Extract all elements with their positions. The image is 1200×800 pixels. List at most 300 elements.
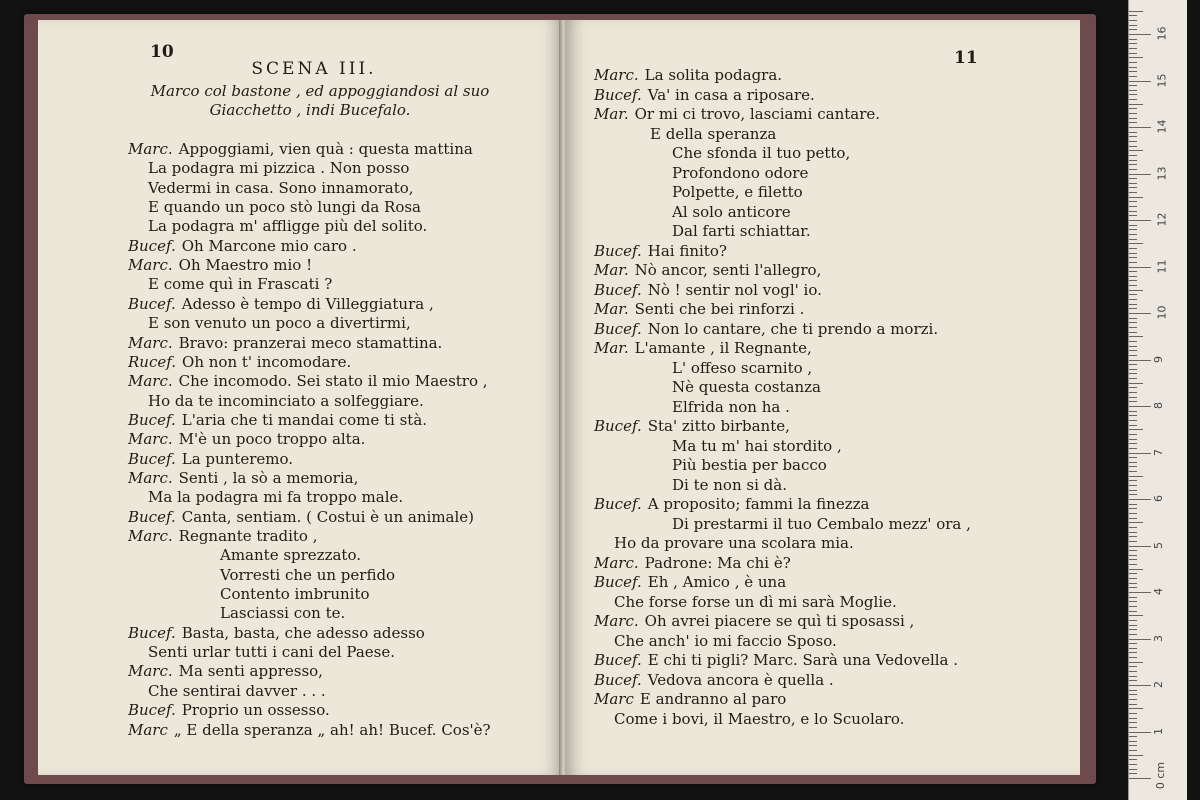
- text-line: [650, 125, 776, 144]
- ruler-tick: [1129, 769, 1137, 770]
- ruler-tick: [1129, 759, 1137, 760]
- ruler-tick: [1129, 25, 1137, 26]
- line-text: Che incomodo. Sei stato il mio Maestro ,: [178, 372, 488, 391]
- speaker-label: Marc.: [128, 662, 173, 681]
- speaker-label: Bucef.: [594, 319, 642, 338]
- ruler-tick: [1129, 471, 1137, 472]
- ruler-tick: [1129, 434, 1137, 435]
- ruler-label: 6: [1152, 495, 1165, 502]
- ruler-tick: [1129, 67, 1137, 68]
- speaker-label: Marc: [128, 720, 168, 739]
- ruler-tick: [1129, 62, 1137, 63]
- speaker-label: Marc.: [128, 256, 173, 275]
- line-text: L'amante , il Regnante,: [634, 339, 812, 357]
- line-text: L' offeso scarnito ,: [672, 358, 813, 377]
- ruler-tick: [1129, 387, 1137, 388]
- ruler-label: 8: [1152, 402, 1165, 409]
- ruler-tick: [1129, 239, 1137, 240]
- ruler-tick: [1129, 169, 1137, 170]
- ruler-tick: [1129, 99, 1137, 100]
- line-text: Ma senti appresso,: [178, 662, 323, 681]
- ruler-label: 11: [1155, 259, 1169, 273]
- ruler-tick: [1129, 160, 1137, 161]
- ruler-tick: [1129, 532, 1137, 533]
- line-text: Nò ancor, senti l'allegro,: [634, 261, 822, 279]
- line-text: La punteremo.: [181, 449, 294, 468]
- ruler-tick: [1129, 466, 1137, 467]
- ruler-tick: [1129, 615, 1143, 616]
- speaker-label: Bucef.: [594, 495, 642, 513]
- line-text: E quando un poco stò lungi da Rosa: [148, 198, 421, 217]
- text-line: [148, 275, 332, 294]
- ruler-tick: [1129, 699, 1137, 700]
- ruler-tick: [1129, 564, 1137, 565]
- text-line: [672, 164, 808, 183]
- ruler-tick: [1129, 694, 1137, 695]
- ruler-tick: [1129, 262, 1137, 263]
- ruler-tick: [1129, 457, 1137, 458]
- speaker-label: Bucef.: [594, 670, 642, 689]
- ruler-tick: [1129, 639, 1151, 640]
- ruler-tick: [1129, 76, 1137, 77]
- ruler-tick: [1129, 397, 1137, 398]
- ruler-tick: [1129, 118, 1137, 119]
- ruler-tick: [1129, 722, 1137, 723]
- ruler-tick: [1129, 318, 1137, 319]
- text-line: [594, 339, 812, 358]
- text-line: [128, 469, 358, 488]
- ruler-tick: [1129, 522, 1143, 523]
- ruler-tick: [1129, 453, 1151, 454]
- ruler-tick: [1129, 504, 1137, 505]
- text-line: [594, 573, 786, 592]
- speaker-label: Bucef.: [128, 410, 176, 429]
- ruler-label: 10: [1155, 305, 1169, 320]
- ruler-tick: [1129, 183, 1137, 184]
- text-line: [594, 651, 958, 670]
- line-text: Bravo: pranzerai meco stamattina.: [178, 333, 443, 352]
- ruler-tick: [1129, 192, 1137, 193]
- text-line: [128, 624, 425, 643]
- ruler-tick: [1129, 332, 1137, 333]
- ruler-tick: [1129, 708, 1143, 709]
- line-text: Or mi ci trovo, lasciami cantare.: [634, 105, 881, 123]
- ruler-tick: [1129, 113, 1137, 114]
- speaker-label: Mar.: [594, 339, 629, 357]
- text-line: [128, 353, 351, 372]
- speaker-label: Marc.: [128, 333, 173, 352]
- ruler-tick: [1129, 355, 1137, 356]
- line-text: Ma la podagra mi fa troppo male.: [148, 488, 404, 507]
- line-text: Elfrida non ha .: [672, 397, 790, 416]
- text-line: [594, 242, 727, 261]
- ruler-tick: [1129, 429, 1143, 430]
- right-page: [566, 20, 1080, 775]
- line-text: Che forse forse un dì mi sarà Moglie.: [614, 592, 897, 611]
- ruler-tick: [1129, 43, 1137, 44]
- ruler-label: 4: [1152, 588, 1165, 595]
- ruler-tick: [1129, 34, 1151, 35]
- ruler-tick: [1129, 122, 1137, 123]
- ruler-tick: [1129, 420, 1137, 421]
- speaker-label: Bucef.: [594, 280, 642, 299]
- speaker-label: Bucef.: [594, 85, 642, 104]
- ruler-tick: [1129, 597, 1137, 598]
- ruler-tick: [1129, 136, 1137, 137]
- ruler-tick: [1129, 406, 1151, 407]
- text-line: [614, 632, 837, 651]
- line-text: E son venuto un poco a divertirmi,: [148, 314, 411, 333]
- ruler-tick: [1129, 164, 1137, 165]
- ruler-tick: [1129, 308, 1137, 309]
- ruler-label: 5: [1152, 541, 1165, 549]
- ruler-tick: [1129, 373, 1137, 374]
- text-line: [672, 203, 791, 222]
- text-line: [128, 662, 323, 681]
- ruler-tick: [1129, 480, 1137, 481]
- ruler-tick: [1129, 187, 1137, 188]
- ruler-tick: [1129, 685, 1151, 686]
- text-line: [148, 643, 395, 662]
- ruler-tick: [1129, 671, 1137, 672]
- ruler-tick: [1129, 718, 1137, 719]
- text-line: [128, 295, 434, 314]
- line-text: Che sentirai davver . . .: [148, 681, 326, 700]
- line-text: Oh avrei piacere se quì ti sposassi ,: [644, 612, 915, 630]
- text-line: [128, 411, 427, 430]
- line-text: „ E della speranza „ ah! ah! Bucef. Cos'è?: [173, 720, 491, 739]
- line-text: E della speranza: [650, 124, 777, 143]
- stage-direction-1: Marco col bastone , ed appoggiandosi al suo: [150, 82, 490, 100]
- text-line: [614, 534, 854, 553]
- line-text: E chi ti pigli? Marc. Sarà una Vedovella .: [647, 651, 959, 669]
- ruler-tick: [1129, 559, 1137, 560]
- text-line: [672, 183, 803, 202]
- speaker-label: Rucef.: [128, 352, 177, 371]
- line-text: Proprio un ossesso.: [181, 701, 330, 720]
- text-line: [148, 179, 414, 198]
- line-text: Vedova ancora è quella .: [647, 670, 834, 689]
- ruler-label: 7: [1152, 448, 1165, 456]
- speaker-label: Marc.: [128, 430, 173, 449]
- line-text: Dal farti schiattar.: [672, 222, 811, 240]
- ruler-tick: [1129, 415, 1137, 416]
- line-text: Oh Maestro mio !: [178, 256, 313, 275]
- ruler-tick: [1129, 727, 1137, 728]
- ruler-tick: [1129, 713, 1137, 714]
- ruler-tick: [1129, 439, 1137, 440]
- ruler-tick: [1129, 550, 1137, 551]
- ruler-tick: [1129, 290, 1143, 291]
- ruler-tick: [1129, 773, 1137, 774]
- ruler-tick: [1129, 652, 1137, 653]
- text-line: [672, 476, 787, 495]
- text-line: [594, 66, 782, 85]
- ruler-tick: [1129, 257, 1137, 258]
- ruler-tick: [1129, 666, 1137, 667]
- ruler-label: 14: [1155, 119, 1169, 134]
- ruler-tick: [1129, 350, 1137, 351]
- line-text: Che anch' io mi faccio Sposo.: [614, 631, 837, 650]
- text-line: [128, 430, 365, 449]
- text-line: [148, 392, 424, 411]
- ruler-tick: [1129, 364, 1137, 365]
- text-line: [594, 612, 914, 631]
- ruler-tick: [1129, 141, 1137, 142]
- ruler-tick: [1129, 108, 1137, 109]
- ruler-tick: [1129, 573, 1137, 574]
- ruler-tick: [1129, 276, 1137, 277]
- line-text: Nò ! sentir nol vogl' io.: [647, 280, 822, 299]
- text-line: [128, 334, 442, 353]
- ruler-tick: [1129, 546, 1151, 547]
- line-text: E come quì in Frascati ?: [148, 275, 333, 294]
- line-text: Profondono odore: [672, 163, 809, 182]
- ruler-tick: [1129, 71, 1137, 72]
- speaker-label: Bucef.: [128, 449, 176, 468]
- ruler-tick: [1129, 127, 1151, 128]
- ruler-tick: [1129, 346, 1137, 347]
- ruler-tick: [1129, 513, 1137, 514]
- ruler-tick: [1129, 327, 1137, 328]
- ruler-tick: [1129, 629, 1137, 630]
- ruler-tick: [1129, 536, 1137, 537]
- text-line: [594, 86, 815, 105]
- text-line: [672, 222, 811, 241]
- line-text: Più bestia per bacco: [672, 456, 827, 474]
- ruler-tick: [1129, 569, 1143, 570]
- ruler-tick: [1129, 606, 1137, 607]
- ruler-tick: [1129, 527, 1137, 528]
- ruler-tick: [1129, 443, 1137, 444]
- ruler-tick: [1129, 29, 1137, 30]
- ruler-tick: [1129, 620, 1137, 621]
- ruler-tick: [1129, 764, 1137, 765]
- ruler-label: 13: [1155, 166, 1169, 180]
- line-text: Padrone: Ma chi è?: [644, 553, 791, 572]
- ruler-tick: [1129, 778, 1151, 779]
- line-text: Ma tu m' hai stordito ,: [672, 436, 842, 455]
- line-text: Ho da te incominciato a solfeggiare.: [148, 391, 424, 410]
- text-line: [594, 281, 822, 300]
- line-text: Eh , Amico , è una: [647, 573, 787, 591]
- ruler-tick: [1129, 248, 1137, 249]
- ruler-tick: [1129, 555, 1137, 556]
- line-text: Vorresti che un perfido: [220, 565, 396, 584]
- ruler-tick: [1129, 378, 1137, 379]
- text-line: [672, 456, 827, 475]
- ruler-tick: [1129, 243, 1143, 244]
- ruler-tick: [1129, 267, 1151, 268]
- line-text: Senti urlar tutti i cani del Paese.: [148, 643, 395, 662]
- line-text: Amante sprezzato.: [220, 546, 361, 565]
- text-line: [148, 217, 427, 236]
- ruler-tick: [1129, 313, 1151, 314]
- ruler-tick: [1129, 225, 1137, 226]
- ruler-tick: [1129, 57, 1143, 58]
- ruler-label: 16: [1155, 26, 1169, 41]
- line-text: Ho da provare una scolara mia.: [614, 534, 854, 552]
- ruler-tick: [1129, 15, 1137, 16]
- speaker-label: Marc: [594, 690, 634, 708]
- speaker-label: Bucef.: [128, 294, 176, 313]
- ruler-tick: [1129, 383, 1143, 384]
- line-text: Lasciassi con te.: [220, 604, 346, 623]
- text-line: [594, 105, 880, 124]
- text-line: [594, 554, 791, 573]
- text-line: [128, 372, 488, 391]
- ruler-tick: [1129, 541, 1137, 542]
- ruler-tick: [1129, 485, 1137, 486]
- page-number: 10: [150, 42, 174, 62]
- left-page: [38, 20, 562, 775]
- text-line: [128, 237, 357, 256]
- page-number: 11: [954, 48, 978, 68]
- line-text: Sta' zitto birbante,: [647, 417, 790, 435]
- speaker-label: Marc.: [128, 468, 173, 487]
- ruler-tick: [1129, 578, 1137, 579]
- line-text: Polpette, e filetto: [672, 183, 803, 201]
- ruler-tick: [1129, 741, 1137, 742]
- ruler-tick: [1129, 336, 1143, 337]
- ruler-tick: [1129, 448, 1137, 449]
- ruler-tick: [1129, 745, 1137, 746]
- line-text: Va' in casa a riposare.: [647, 85, 815, 104]
- text-line: [148, 682, 326, 701]
- text-line: [614, 710, 904, 729]
- line-text: Adesso è tempo di Villeggiatura ,: [181, 294, 434, 313]
- ruler-tick: [1129, 648, 1137, 649]
- ruler-unit: 0 cm: [1154, 761, 1168, 790]
- ruler-label: 2: [1152, 681, 1165, 688]
- line-text: La podagra m' affligge più del solito.: [148, 217, 428, 236]
- ruler-tick: [1129, 94, 1137, 95]
- line-text: M'è un poco troppo alta.: [178, 430, 366, 449]
- speaker-label: Marc.: [128, 372, 173, 391]
- ruler-tick: [1129, 583, 1137, 584]
- line-text: A proposito; fammi la finezza: [647, 495, 870, 513]
- ruler-tick: [1129, 85, 1137, 86]
- ruler-tick: [1129, 211, 1137, 212]
- ruler-tick: [1129, 494, 1137, 495]
- text-line: [672, 144, 850, 163]
- ruler-tick: [1129, 657, 1137, 658]
- speaker-label: Marc.: [594, 66, 639, 84]
- measuring-ruler: [1128, 0, 1187, 800]
- line-text: Appoggiami, vien quà : questa mattina: [178, 140, 473, 158]
- ruler-tick: [1129, 755, 1143, 756]
- ruler-tick: [1129, 490, 1137, 491]
- ruler-tick: [1129, 174, 1151, 175]
- text-line: [220, 604, 345, 623]
- ruler-tick: [1129, 341, 1137, 342]
- line-text: Non lo cantare, che ti prendo a morzi.: [647, 319, 939, 338]
- ruler-tick: [1129, 518, 1137, 519]
- line-text: Hai finito?: [647, 241, 727, 260]
- line-text: La podagra mi pizzica . Non posso: [148, 159, 410, 178]
- ruler-label: 9: [1152, 355, 1165, 363]
- text-line: [672, 378, 821, 397]
- text-line: [594, 417, 790, 436]
- ruler-tick: [1129, 39, 1137, 40]
- ruler-tick: [1129, 662, 1143, 663]
- ruler-tick: [1129, 360, 1151, 361]
- speaker-label: Marc.: [128, 527, 173, 545]
- ruler-tick: [1129, 48, 1137, 49]
- speaker-label: Bucef.: [594, 651, 642, 669]
- text-line: [220, 546, 361, 565]
- line-text: Che sfonda il tuo petto,: [672, 144, 851, 162]
- line-text: Canta, sentiam. ( Costui è un animale): [181, 507, 475, 526]
- ruler-tick: [1129, 369, 1137, 370]
- ruler-tick: [1129, 215, 1137, 216]
- ruler-tick: [1129, 611, 1137, 612]
- ruler-tick: [1129, 285, 1137, 286]
- ruler-tick: [1129, 592, 1151, 593]
- ruler-tick: [1129, 294, 1137, 295]
- text-line: [220, 585, 370, 604]
- text-line: [148, 198, 421, 217]
- ruler-label: 3: [1152, 634, 1165, 642]
- text-line: [148, 314, 411, 333]
- line-text: La solita podagra.: [644, 66, 783, 84]
- line-text: Contento imbrunito: [220, 585, 370, 604]
- text-line: [128, 721, 491, 740]
- speaker-label: Bucef.: [594, 417, 642, 435]
- ruler-tick: [1129, 11, 1143, 12]
- ruler-tick: [1129, 201, 1137, 202]
- line-text: L'aria che ti mandai come ti stà.: [181, 410, 428, 429]
- speaker-label: Bucef.: [128, 623, 176, 642]
- text-line: [594, 671, 834, 690]
- ruler-tick: [1129, 625, 1137, 626]
- line-text: Oh Marcone mio caro .: [181, 236, 357, 255]
- text-line: [672, 515, 971, 534]
- ruler-tick: [1129, 634, 1137, 635]
- line-text: Vedermi in casa. Sono innamorato,: [148, 178, 414, 197]
- speaker-label: Mar.: [594, 105, 629, 123]
- line-text: Di prestarmi il tuo Cembalo mezz' ora ,: [672, 514, 971, 533]
- ruler-tick: [1129, 229, 1137, 230]
- ruler-tick: [1129, 392, 1137, 393]
- text-line: [594, 495, 869, 514]
- ruler-tick: [1129, 587, 1137, 588]
- text-line: [128, 140, 473, 159]
- ruler-tick: [1129, 508, 1137, 509]
- line-text: Al solo anticore: [672, 202, 791, 221]
- ruler-tick: [1129, 197, 1143, 198]
- ruler-tick: [1129, 499, 1151, 500]
- ruler-tick: [1129, 20, 1137, 21]
- speaker-label: Marc.: [128, 140, 173, 158]
- ruler-tick: [1129, 150, 1143, 151]
- text-line: [614, 593, 897, 612]
- ruler-tick: [1129, 476, 1143, 477]
- text-line: [594, 320, 938, 339]
- text-line: [128, 508, 474, 527]
- scene-title: SCENA III.: [251, 59, 377, 79]
- ruler-label: 15: [1155, 73, 1169, 87]
- line-text: Senti , la sò a memoria,: [178, 468, 359, 487]
- speaker-label: Bucef.: [128, 507, 176, 526]
- ruler-tick: [1129, 322, 1137, 323]
- ruler-tick: [1129, 178, 1137, 179]
- ruler-tick: [1129, 732, 1151, 733]
- ruler-tick: [1129, 750, 1137, 751]
- ruler-tick: [1129, 90, 1137, 91]
- ruler-tick: [1129, 462, 1137, 463]
- text-line: [594, 690, 786, 709]
